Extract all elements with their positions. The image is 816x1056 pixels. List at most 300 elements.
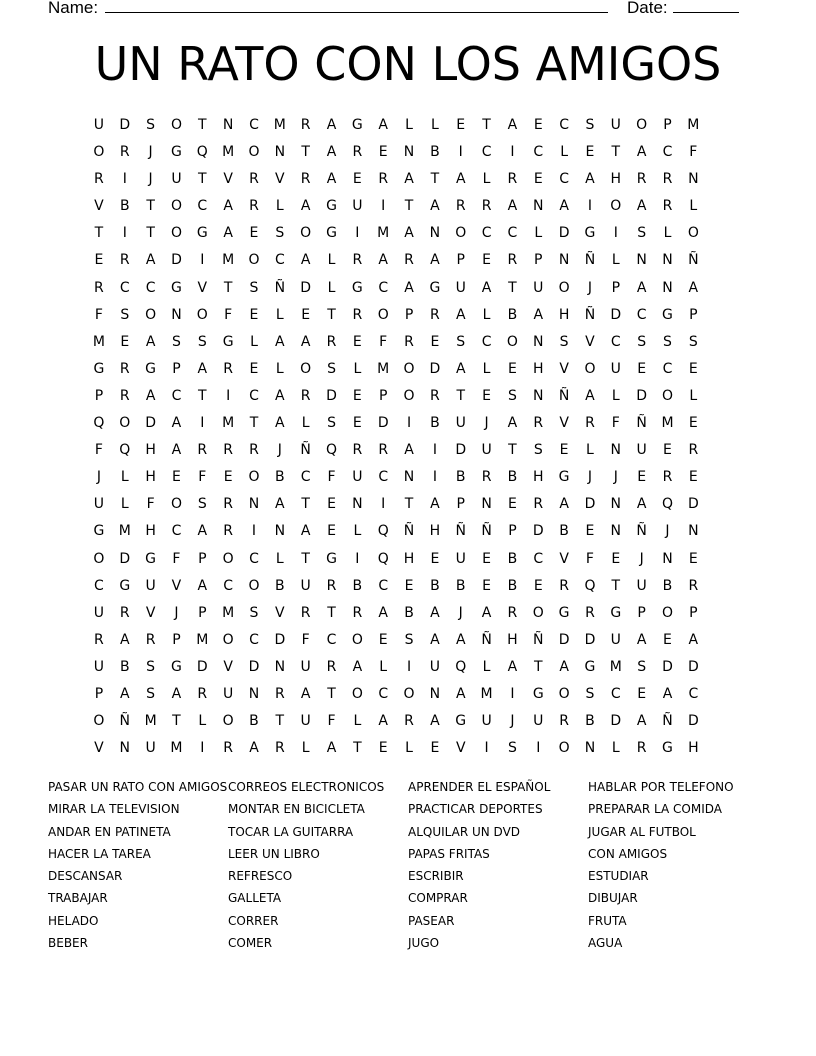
grid-letter: N: [403, 469, 415, 486]
grid-letter: A: [585, 387, 595, 404]
grid-letter: M: [222, 415, 235, 432]
grid-letter: H: [145, 523, 156, 540]
grid-letter: F: [327, 713, 336, 730]
grid-letter: M: [222, 252, 235, 269]
grid-letter: O: [222, 631, 234, 648]
grid-row: [86, 302, 734, 329]
grid-letter: S: [327, 415, 336, 432]
grid-letter: Q: [326, 442, 338, 459]
grid-letter: E: [327, 523, 336, 540]
grid-letter: A: [430, 631, 440, 648]
grid-letter: L: [327, 252, 336, 269]
grid-letter: O: [145, 306, 157, 323]
grid-letter: A: [145, 252, 156, 269]
grid-letter: V: [559, 415, 569, 432]
grid-letter: N: [662, 252, 673, 269]
grid-letter: C: [249, 387, 259, 404]
grid-letter: T: [327, 685, 336, 702]
grid-letter: H: [610, 171, 622, 188]
grid-letter: A: [300, 523, 311, 540]
word-list-item: LEER UN LIBRO: [228, 846, 320, 861]
grid-letter: A: [223, 225, 233, 242]
grid-letter: R: [197, 442, 208, 459]
grid-letter: S: [507, 740, 517, 757]
grid-letter: E: [507, 360, 517, 377]
grid-letter: R: [636, 171, 647, 188]
grid-row: [86, 356, 734, 383]
grid-letter: J: [665, 523, 670, 540]
grid-letter: A: [430, 252, 440, 269]
grid-letter: N: [481, 496, 492, 513]
grid-letter: H: [533, 469, 544, 486]
grid-letter: P: [611, 279, 621, 296]
grid-letter: D: [119, 550, 131, 567]
grid-letter: S: [327, 360, 336, 377]
grid-letter: D: [584, 496, 596, 513]
grid-letter: S: [533, 442, 543, 459]
grid-letter: C: [481, 144, 492, 161]
grid-row: [86, 546, 734, 573]
grid-letter: O: [584, 360, 596, 377]
grid-letter: H: [145, 469, 156, 486]
grid-row: [86, 139, 734, 166]
grid-letter: T: [301, 496, 310, 513]
grid-letter: N: [688, 523, 699, 540]
grid-letter: P: [637, 604, 646, 621]
grid-letter: I: [613, 225, 618, 242]
grid-letter: A: [430, 496, 440, 513]
grid-letter: E: [327, 496, 336, 513]
grid-letter: I: [510, 685, 515, 702]
grid-letter: I: [122, 225, 127, 242]
grid-letter: U: [93, 496, 105, 513]
word-list-item: ALQUILAR UN DVD: [408, 824, 521, 839]
grid-letter: G: [222, 333, 234, 350]
grid-letter: T: [249, 415, 259, 432]
grid-letter: F: [172, 550, 181, 567]
grid-letter: M: [609, 658, 622, 675]
grid-letter: J: [639, 550, 644, 567]
grid-letter: T: [611, 144, 621, 161]
grid-letter: Ñ: [636, 523, 647, 540]
grid-letter: V: [275, 604, 285, 621]
word-list-item: CORREOS ELECTRONICOS: [228, 780, 385, 794]
grid-letter: I: [355, 550, 360, 567]
grid-letter: U: [455, 279, 466, 296]
grid-letter: C: [94, 577, 104, 594]
grid-letter: C: [145, 279, 156, 296]
grid-letter: M: [170, 740, 183, 757]
grid-letter: E: [249, 306, 259, 323]
grid-letter: C: [378, 469, 389, 486]
grid-letter: R: [533, 415, 544, 432]
grid-letter: O: [506, 333, 518, 350]
grid-letter: M: [480, 685, 493, 702]
grid-letter: R: [326, 658, 337, 675]
grid-letter: C: [171, 387, 182, 404]
grid-letter: U: [223, 685, 234, 702]
grid-letter: E: [456, 117, 466, 133]
grid-letter: A: [688, 631, 699, 648]
grid-letter: G: [558, 469, 570, 486]
grid-letter: R: [94, 171, 104, 188]
grid-row: [86, 193, 734, 220]
grid-letter: A: [481, 279, 492, 296]
grid-letter: R: [559, 713, 569, 730]
grid-letter: O: [403, 685, 415, 702]
grid-letter: C: [533, 144, 544, 161]
grid-letter: J: [484, 415, 489, 432]
grid-letter: R: [300, 604, 311, 621]
grid-letter: D: [248, 658, 260, 675]
grid-row: [86, 166, 734, 193]
grid-letter: O: [661, 387, 673, 404]
grid-letter: R: [300, 387, 311, 404]
grid-letter: G: [429, 279, 441, 296]
grid-letter: L: [327, 279, 336, 296]
word-list-item: JUGO: [408, 936, 440, 951]
grid-letter: N: [171, 306, 182, 323]
grid-row: [86, 247, 734, 274]
grid-letter: R: [662, 198, 673, 215]
grid-letter: R: [585, 604, 595, 621]
grid-letter: N: [533, 198, 544, 215]
grid-letter: A: [275, 415, 285, 432]
grid-letter: R: [636, 740, 647, 757]
grid-letter: R: [274, 740, 285, 757]
grid-letter: T: [611, 577, 621, 594]
grid-letter: D: [584, 631, 596, 648]
grid-letter: C: [559, 117, 569, 133]
grid-letter: T: [275, 713, 285, 730]
grid-row: [86, 654, 734, 681]
grid-letter: E: [378, 740, 388, 757]
grid-letter: L: [120, 469, 129, 486]
grid-letter: V: [559, 550, 569, 567]
word-list-item: ANDAR EN PATINETA: [48, 824, 171, 839]
grid-letter: Ñ: [662, 713, 673, 730]
grid-letter: N: [533, 387, 544, 404]
grid-letter: B: [119, 198, 130, 215]
grid-letter: Ñ: [636, 415, 647, 432]
grid-letter: L: [560, 144, 569, 161]
grid-letter: I: [458, 144, 463, 161]
grid-letter: A: [455, 631, 466, 648]
grid-letter: E: [585, 523, 595, 540]
grid-letter: S: [688, 333, 698, 350]
grid-letter: M: [687, 117, 700, 133]
grid-letter: L: [250, 333, 258, 350]
grid-letter: F: [301, 631, 310, 648]
grid-letter: A: [326, 144, 337, 161]
grid-letter: H: [403, 550, 415, 567]
grid-letter: E: [223, 469, 233, 486]
grid-letter: P: [378, 387, 388, 404]
grid-letter: R: [326, 333, 337, 350]
grid-letter: B: [119, 658, 130, 675]
grid-letter: A: [430, 713, 440, 730]
grid-letter: I: [432, 442, 437, 459]
grid-row: [86, 437, 734, 464]
grid-letter: A: [585, 171, 595, 188]
grid-letter: D: [610, 306, 622, 323]
grid-letter: D: [610, 713, 622, 730]
grid-letter: N: [274, 658, 286, 675]
grid-letter: L: [120, 496, 129, 513]
grid-letter: D: [558, 225, 570, 242]
grid-letter: A: [145, 333, 156, 350]
grid-letter: R: [688, 442, 699, 459]
grid-letter: I: [200, 740, 205, 757]
grid-row: [86, 410, 734, 437]
grid-letter: C: [223, 577, 234, 594]
grid-letter: R: [688, 577, 699, 594]
grid-letter: L: [405, 740, 413, 757]
grid-letter: M: [222, 604, 235, 621]
grid-letter: A: [559, 496, 569, 513]
grid-letter: M: [196, 631, 209, 648]
grid-letter: A: [378, 252, 388, 269]
grid-letter: Ñ: [455, 523, 466, 540]
grid-letter: T: [353, 740, 362, 757]
grid-letter: N: [429, 685, 441, 702]
grid-letter: O: [170, 225, 182, 242]
grid-letter: D: [377, 415, 389, 432]
grid-letter: U: [145, 740, 156, 757]
grid-letter: A: [275, 496, 285, 513]
grid-letter: L: [275, 550, 284, 567]
grid-letter: I: [536, 740, 541, 757]
word-list-item: HACER LA TAREA: [48, 846, 151, 861]
grid-letter: R: [300, 171, 311, 188]
grid-letter: S: [120, 306, 130, 323]
grid-letter: A: [378, 117, 388, 133]
grid-letter: O: [222, 550, 234, 567]
grid-letter: Ñ: [119, 713, 130, 730]
grid-letter: T: [146, 198, 155, 215]
grid-letter: E: [533, 117, 543, 133]
grid-letter: I: [381, 496, 386, 513]
grid-letter: L: [275, 360, 284, 377]
grid-letter: L: [689, 387, 698, 404]
grid-letter: U: [93, 117, 105, 133]
grid-letter: U: [93, 658, 105, 675]
grid-letter: F: [198, 469, 207, 486]
grid-letter: F: [689, 144, 698, 161]
grid-letter: A: [171, 442, 182, 459]
word-list-item: DIBUJAR: [588, 891, 638, 906]
grid-letter: I: [406, 415, 412, 432]
grid-letter: R: [455, 198, 466, 215]
grid-letter: O: [248, 252, 260, 269]
grid-letter: T: [94, 225, 104, 242]
grid-letter: E: [378, 631, 388, 648]
grid-letter: L: [689, 198, 698, 215]
grid-letter: S: [637, 333, 647, 350]
grid-letter: R: [404, 333, 414, 350]
word-list-item: COMER: [228, 936, 273, 951]
grid-letter: Q: [196, 144, 208, 161]
grid-letter: V: [197, 279, 208, 296]
grid-letter: Ñ: [584, 306, 596, 323]
grid-letter: L: [430, 117, 439, 133]
grid-letter: I: [251, 523, 257, 540]
grid-letter: A: [636, 631, 647, 648]
grid-letter: Ñ: [300, 442, 311, 459]
grid-letter: N: [429, 225, 441, 242]
grid-letter: A: [171, 415, 182, 432]
grid-letter: C: [559, 171, 569, 188]
grid-letter: A: [455, 360, 466, 377]
word-list: [48, 776, 768, 954]
grid-letter: L: [482, 306, 491, 323]
grid-letter: L: [353, 360, 362, 377]
grid-letter: L: [301, 740, 310, 757]
grid-letter: S: [249, 279, 259, 296]
grid-row: [86, 383, 734, 410]
grid-letter: C: [171, 523, 182, 540]
grid-row: [86, 681, 734, 708]
grid-row: [86, 735, 734, 762]
grid-letter: R: [352, 306, 363, 323]
grid-letter: T: [327, 306, 336, 323]
grid-letter: R: [404, 252, 414, 269]
grid-letter: M: [118, 523, 131, 540]
grid-letter: T: [533, 658, 543, 675]
grid-letter: E: [482, 387, 491, 404]
grid-letter: Ñ: [558, 387, 570, 404]
grid-letter: E: [249, 225, 259, 242]
grid-letter: B: [585, 713, 595, 730]
grid-letter: G: [171, 144, 182, 161]
grid-letter: O: [170, 117, 182, 133]
grid-letter: O: [558, 685, 570, 702]
grid-letter: C: [249, 631, 259, 648]
grid-letter: R: [507, 604, 518, 621]
grid-letter: T: [301, 144, 310, 161]
grid-letter: A: [507, 658, 518, 675]
grid-letter: E: [352, 333, 362, 350]
grid-letter: G: [119, 577, 131, 594]
grid-letter: T: [198, 387, 207, 404]
grid-letter: F: [94, 442, 103, 459]
word-list-item: TOCAR LA GUITARRA: [228, 824, 354, 839]
grid-letter: I: [510, 144, 515, 161]
grid-letter: T: [404, 198, 414, 215]
grid-letter: O: [403, 360, 415, 377]
word-list-item: CORRER: [228, 913, 279, 928]
grid-letter: A: [352, 658, 363, 675]
grid-letter: R: [119, 252, 130, 269]
grid-letter: J: [587, 469, 593, 486]
grid-letter: A: [559, 658, 569, 675]
grid-letter: R: [223, 496, 233, 513]
grid-letter: F: [611, 415, 620, 432]
grid-letter: C: [378, 577, 389, 594]
grid-letter: O: [196, 306, 208, 323]
grid-letter: R: [507, 252, 518, 269]
word-list-item: COMPRAR: [408, 891, 468, 906]
grid-letter: D: [119, 117, 131, 133]
name-label: Name:: [48, 0, 99, 17]
grid-letter: C: [636, 306, 647, 323]
grid-letter: E: [637, 360, 647, 377]
grid-letter: G: [326, 225, 337, 242]
grid-letter: E: [688, 360, 698, 377]
grid-letter: U: [533, 713, 544, 730]
grid-letter: B: [507, 306, 518, 323]
grid-letter: I: [355, 225, 360, 242]
grid-letter: A: [455, 306, 466, 323]
grid-letter: U: [171, 171, 182, 188]
word-list-item: MIRAR LA TELEVISION: [48, 802, 180, 817]
grid-row: [86, 464, 734, 491]
word-list-item: HABLAR POR TELEFONO: [588, 780, 734, 794]
grid-letter: N: [662, 279, 673, 296]
grid-letter: U: [93, 604, 105, 621]
grid-letter: E: [430, 740, 440, 757]
grid-letter: G: [145, 360, 157, 377]
grid-letter: D: [558, 631, 570, 648]
grid-letter: U: [455, 415, 466, 432]
grid-letter: I: [200, 415, 205, 432]
grid-letter: R: [119, 387, 130, 404]
grid-letter: A: [300, 333, 311, 350]
grid-letter: G: [196, 225, 208, 242]
grid-letter: A: [326, 740, 337, 757]
grid-letter: R: [430, 306, 440, 323]
word-list-item: APRENDER EL ESPAÑOL: [408, 780, 551, 794]
grid-letter: G: [532, 685, 544, 702]
grid-letter: P: [689, 306, 698, 323]
grid-letter: L: [353, 713, 362, 730]
grid-letter: O: [300, 360, 312, 377]
grid-letter: A: [533, 306, 544, 323]
grid-letter: L: [611, 252, 620, 269]
grid-letter: F: [224, 306, 233, 323]
grid-letter: D: [532, 523, 544, 540]
word-list-item: PRACTICAR DEPORTES: [408, 802, 543, 817]
grid-letter: Q: [455, 658, 467, 675]
grid-letter: G: [584, 658, 596, 675]
grid-letter: S: [637, 658, 647, 675]
grid-letter: U: [610, 631, 621, 648]
grid-letter: A: [636, 496, 647, 513]
grid-letter: A: [688, 279, 699, 296]
word-list-item: PASAR UN RATO CON AMIGOS: [48, 780, 228, 794]
grid-letter: H: [145, 442, 156, 459]
date-blank-line: [673, 12, 739, 13]
grid-letter: C: [378, 279, 389, 296]
grid-letter: E: [533, 171, 543, 188]
word-list-item: GALLETA: [228, 891, 282, 906]
grid-letter: L: [611, 740, 620, 757]
grid-letter: T: [146, 225, 155, 242]
grid-letter: L: [301, 415, 310, 432]
grid-letter: R: [352, 442, 363, 459]
grid-letter: R: [326, 577, 337, 594]
grid-letter: I: [484, 740, 489, 757]
word-list-item: AGUA: [588, 936, 623, 951]
grid-letter: A: [404, 442, 414, 459]
grid-letter: U: [352, 469, 363, 486]
grid-letter: U: [610, 117, 621, 133]
grid-letter: V: [275, 171, 285, 188]
grid-letter: O: [351, 631, 363, 648]
name-date-header: [48, 0, 748, 20]
grid-letter: B: [430, 144, 440, 161]
grid-letter: E: [559, 442, 569, 459]
